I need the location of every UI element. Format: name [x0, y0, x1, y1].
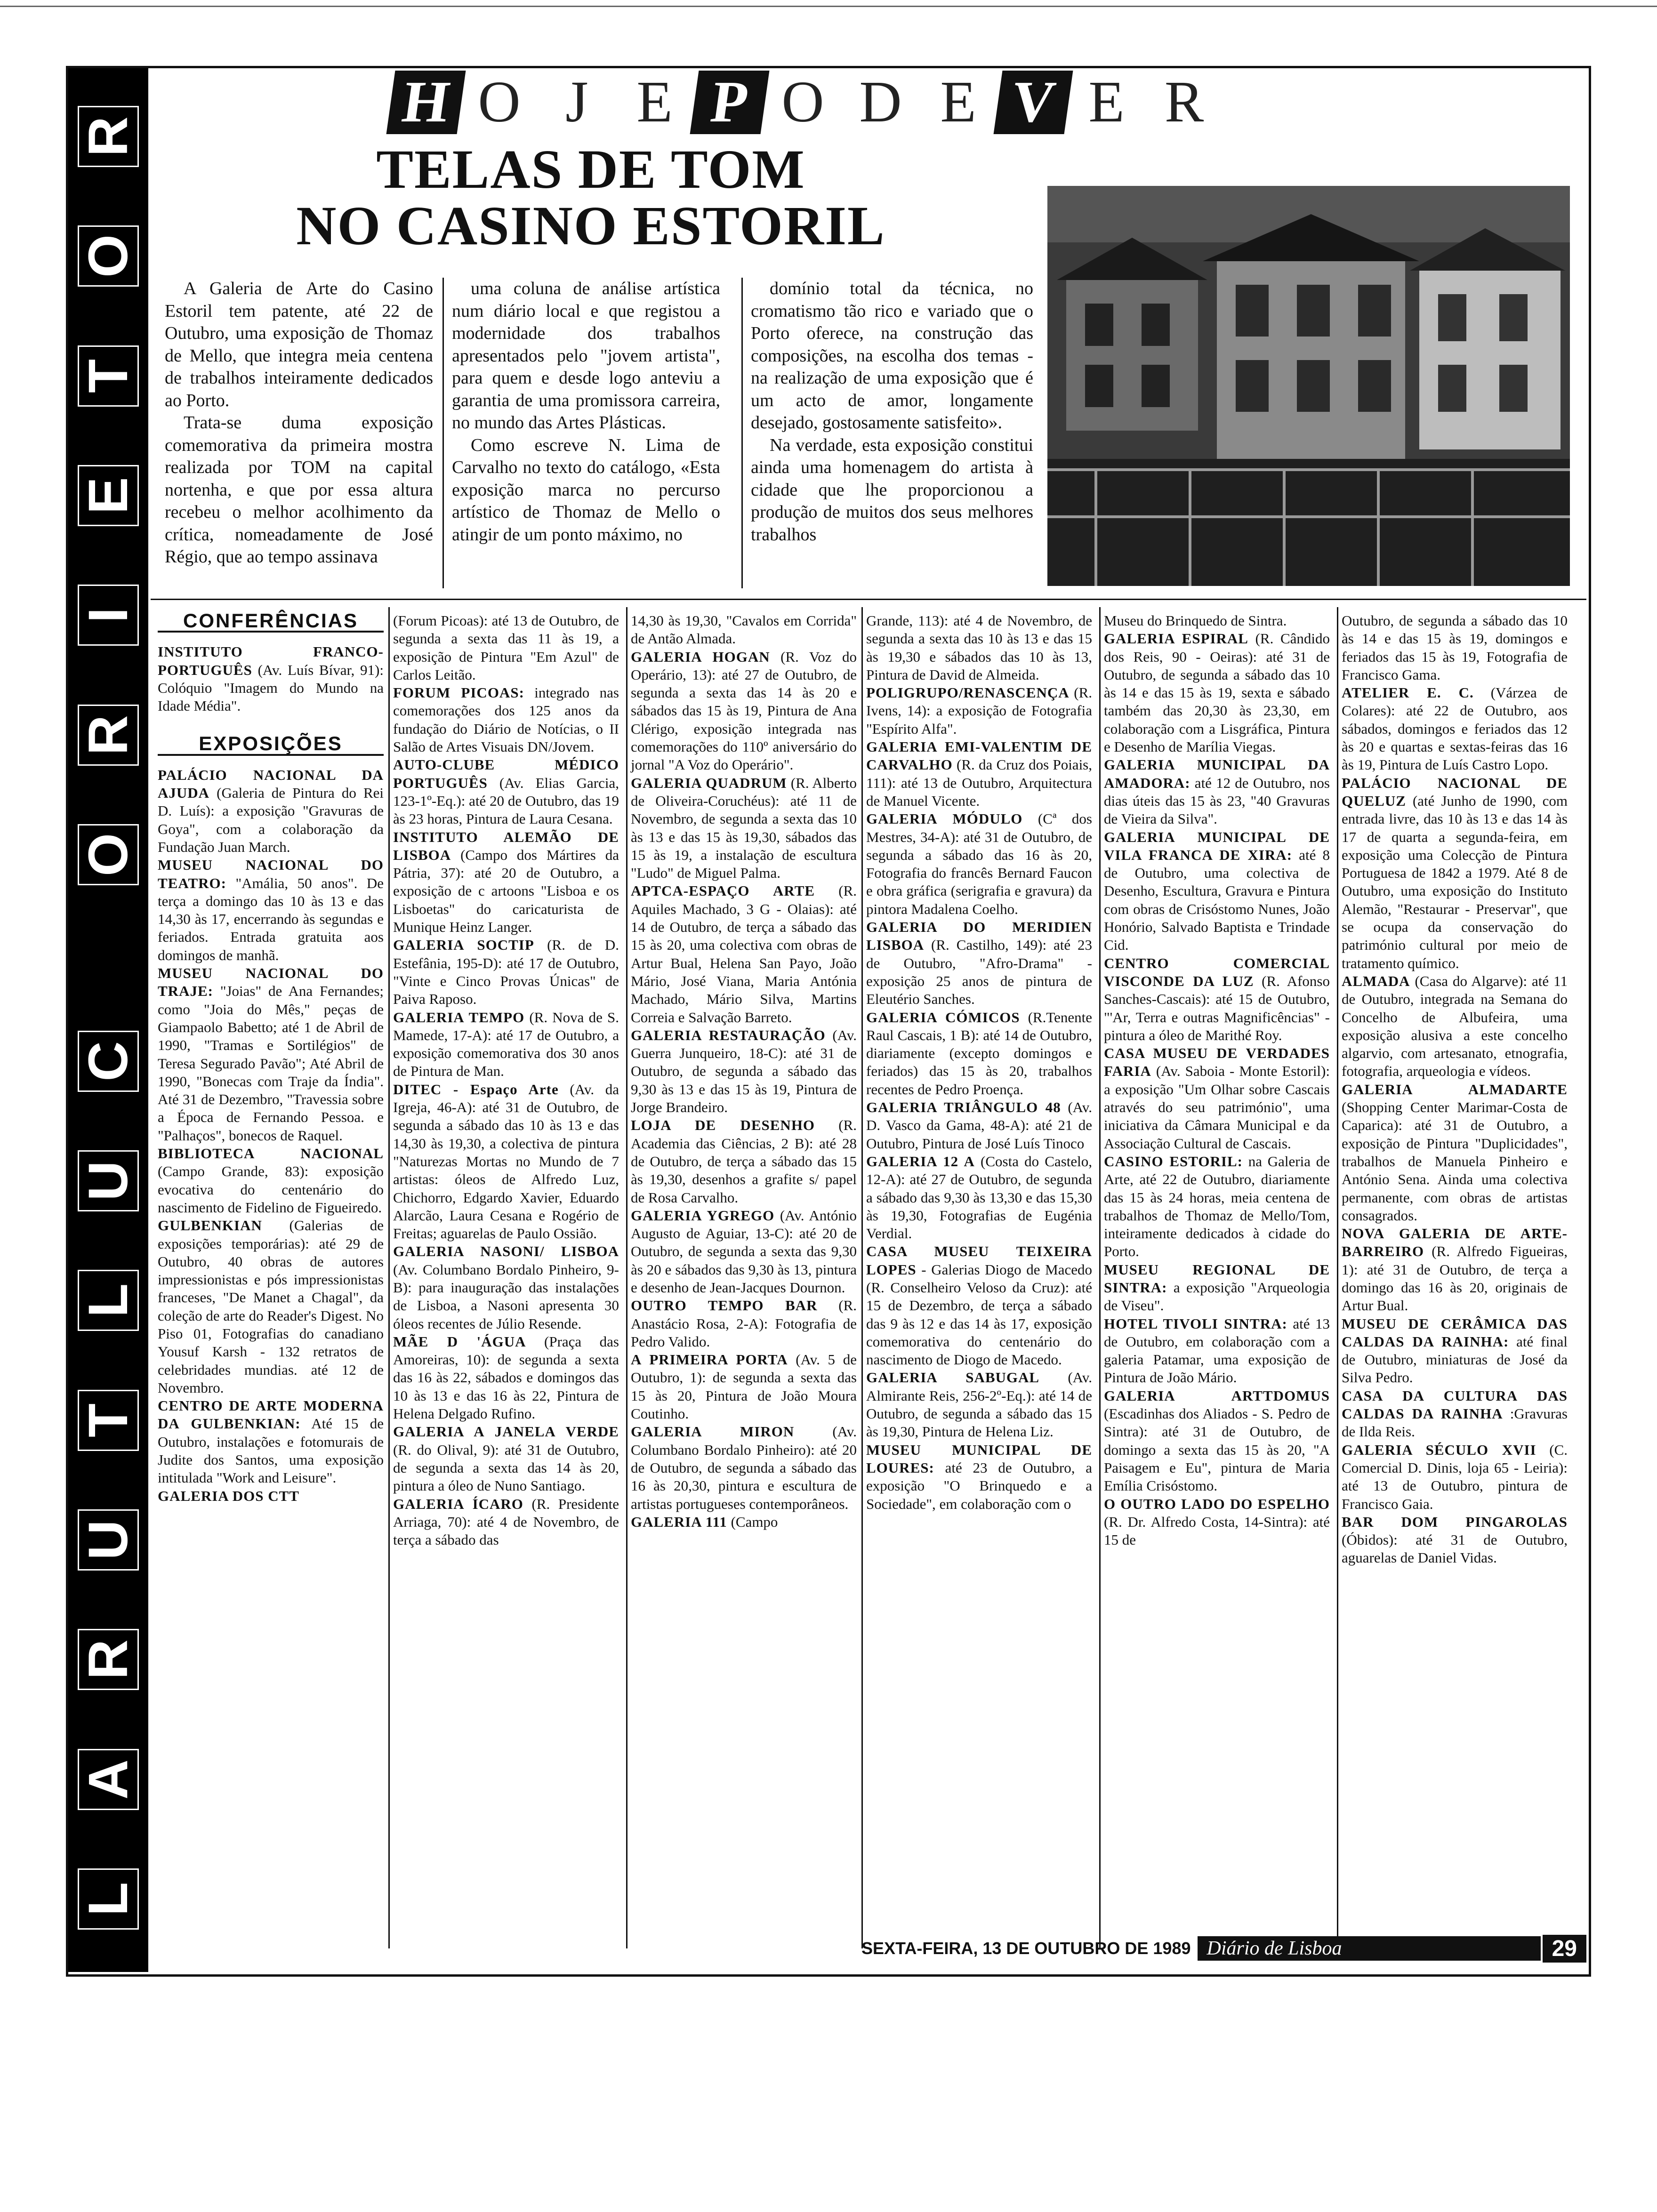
venue-name: GULBENKIAN — [158, 1217, 262, 1234]
venue-details: (Várzea de Colares): até 22 de Outubro, aos sábados, domingos e feriados das 12 às 20 e quartas e sextas-feiras das 16 às 19, Pintura de Luís Castro Lopo. — [1342, 684, 1568, 773]
venue-details: Museu do Brinquedo de Sintra. — [1104, 612, 1287, 629]
listing-entry — [1104, 954, 1330, 1044]
banner-letter: U — [78, 1150, 139, 1211]
column-divider — [1099, 607, 1101, 1948]
venue-name: CASA MUSEU TEIXEIRA LOPES — [866, 1243, 1092, 1278]
banner-letter: O — [78, 225, 139, 287]
venue-name: AUTO-CLUBE MÉDICO PORTUGUÊS — [393, 756, 619, 791]
listing-entry — [631, 1026, 857, 1116]
venue-details: (R. do Olival, 9): até 31 de Outubro, de segunda a sexta das 14 às 20, pintura a óleo de Nuno Santiago. — [393, 1441, 619, 1494]
venue-details: até 12 de Outubro, nos dias úteis das 15 às 23, "40 Gravuras de Vieira da Silva". — [1104, 774, 1330, 827]
listing-entry — [1104, 630, 1330, 756]
venue-details: Grande, 113): até 4 de Novembro, de segunda a sexta das 10 às 13 e das 15 às 19,30 e sábados das 10 às 13, Pintura de David de Almeida. — [866, 612, 1092, 683]
venue-details: (C. Comercial D. Dinis, loja 65 - Leiria): até 13 de Outubro, pintura de Francisco Gaia. — [1342, 1441, 1568, 1512]
venue-name: GALERIA TRIÂNGULO 48 — [866, 1099, 1061, 1116]
venue-details: (Av. D. Vasco da Gama, 48-A): até 21 de Outubro, Pintura de José Luís Tinoco — [866, 1099, 1092, 1152]
title-line-2: NO CASINO ESTORIL — [296, 195, 885, 256]
venue-name: FORUM PICOAS: — [393, 684, 524, 701]
column-divider — [1337, 607, 1338, 1948]
porto-houses-illustration — [1047, 186, 1570, 586]
venue-details: (Av. Guerra Junqueiro, 18-C): até 31 de Outubro, de segunda a sábado das 9,30 às 13 e das 15 às 19, Pintura de Jorge Brandeiro. — [631, 1026, 857, 1116]
venue-details: (Campo — [727, 1513, 778, 1530]
listing-entry — [1342, 972, 1568, 1081]
venue-details: na Galeria de Arte, até 22 de Outubro, diariamente das 15 às 24 horas, meia centena de trabalhos de Thomaz de Mello/Tom, inteiramente dedicados à cidade do Porto. — [1104, 1153, 1330, 1260]
listing-entry — [631, 774, 857, 882]
venue-name: GALERIA 111 — [631, 1513, 727, 1530]
venue-name: BAR DOM PINGAROLAS — [1342, 1513, 1568, 1530]
venue-details: (Av. Columbano Bordalo Pinheiro, 9-B): para inauguração das instalações de Lisboa, a Nasoni apresenta 30 óleos recentes de Júlio Resende. — [393, 1261, 619, 1332]
article-paragraph: uma coluna de análise artística num diário local e que registou a modernidade dos trabalhos apresentados pelo "jovem artista", para quem e desde logo anteviu a garantia de uma promissora carreira, no mundo das Artes Plásticas. — [452, 279, 720, 433]
listing-column-3 — [631, 612, 857, 1531]
banner-letter: R — [78, 106, 139, 167]
listing-entry — [1342, 1225, 1568, 1314]
listing-entry — [1342, 1387, 1568, 1441]
venue-name: CASINO ESTORIL: — [1104, 1153, 1243, 1170]
venue-details: (R. da Cruz dos Poiais, 111): até 13 de Outubro, Arquitectura de Manuel Vicente. — [866, 756, 1092, 809]
masthead-letter: J — [565, 70, 590, 135]
listing-entry — [158, 1217, 384, 1397]
footer-date: SEXTA-FEIRA, 13 DE OUTUBRO DE 1989 — [861, 1939, 1191, 1958]
venue-name: GALERIA 12 A — [866, 1153, 975, 1170]
masthead-letter: E — [940, 70, 978, 135]
article-paragraph: Trata-se duma exposição comemorativa da primeira mostra realizada por TOM na capital nortenha, e que por essa altura recebeu o melhor acolhimento da crítica, nomeadamente de José Régio, que ao tempo assinava — [165, 413, 433, 567]
listing-entry — [1104, 756, 1330, 828]
venue-name: GALERIA QUADRUM — [631, 774, 787, 791]
listing-entry — [393, 1081, 619, 1243]
section-divider — [151, 599, 1586, 600]
venue-name: OUTRO TEMPO BAR — [631, 1297, 818, 1314]
listing-entry — [866, 1441, 1092, 1513]
masthead-letter: R — [1164, 70, 1206, 135]
listing-entry — [393, 1495, 619, 1549]
article-paragraph: A Galeria de Arte do Casino Estoril tem patente, até 22 de Outubro, uma exposição de Thomaz de Mello, que integra meia centena de trabalhos inteiramente dedicados ao Porto. — [165, 279, 433, 410]
venue-details: até 13 de Outubro, em colaboração com a galeria Patamar, uma exposição de Pintura de João Mário. — [1104, 1315, 1330, 1386]
venue-name: MÃE D 'ÁGUA — [393, 1333, 526, 1350]
venue-details: a exposição "Arqueologia de Viseu". — [1104, 1279, 1330, 1314]
venue-name: ALMADA — [1342, 972, 1410, 989]
side-banner — [68, 68, 148, 1972]
banner-letter: U — [78, 1509, 139, 1571]
banner-letter: R — [78, 1629, 139, 1690]
venue-details: :Gravuras de Ilda Reis. — [1342, 1405, 1568, 1440]
venue-details: (R. Alfredo Figueiras, 1): até 31 de Outubro, de terça a domingo das 16 às 20, originais de Artur Bual. — [1342, 1243, 1568, 1314]
article-column-2 — [452, 278, 720, 546]
venue-details: (Av. da Igreja, 46-A): até 31 de Outubro, de segunda a sábado das 10 às 13 e das 14,30 às 19,30, a colectiva de pintura "Naturezas Mortas no Mundo de 7 artistas: óleos de Alfredo Luz, Chichorro, Edgardo Xavier, Eduardo Alarcão, Laura Cesana e Rogério de Freitas; aguarelas de Paulo Ossião. — [393, 1081, 619, 1242]
listing-entry — [866, 1242, 1092, 1369]
venue-details: (Galeria de Pintura do Rei D. Luís): a exposição "Gravuras de Goya", com a colaboração da Fundação Juan March. — [158, 785, 384, 855]
venue-details: (Av. Elias Garcia, 123-1º-Eq.): até 20 de Outubro, das 19 às 23 horas, Pintura de Laura Cesana. — [393, 774, 619, 827]
listing-entry — [393, 936, 619, 1008]
venue-details: (Av. Columbano Bordalo Pinheiro): até 20 de Outubro, de segunda a sábado das 16 às 20,30, pintura e escultura de artistas portugueses contemporâneos. — [631, 1423, 857, 1512]
venue-details: até 23 de Outubro, a exposição "O Brinquedo e a Sociedade", em colaboração com o — [866, 1459, 1092, 1512]
venue-name: PALÁCIO NACIONAL DA AJUDA — [158, 766, 384, 801]
venue-details: 14,30 às 19,30, "Cavalos em Corrida" de Antão Almada. — [631, 612, 857, 647]
venue-details: (Casa do Algarve): até 11 de Outubro, integrada na Semana do Concelho de Albufeira, uma exposição alusiva a este concelho algarvio, com artesanato, etnografia, fotografia, arqueologia e vídeos. — [1342, 972, 1568, 1080]
venue-name: O OUTRO LADO DO ESPELHO — [1104, 1495, 1330, 1512]
venue-details: (R.Tenente Raul Cascais, 1 B): até 14 de Outubro, diariamente (excepto domingos e feriados) das 15 às 20, trabalhos recentes de Pedro Proença. — [866, 1009, 1092, 1098]
title-line-1: TELAS DE TOM — [376, 138, 805, 200]
exposicoes-heading: EXPOSIÇÕES — [158, 735, 384, 755]
listing-entry — [866, 918, 1092, 1008]
listing-entry — [158, 1145, 384, 1217]
listing-entry — [393, 1242, 619, 1332]
venue-name: GALERIA MUNICIPAL DA AMADORA: — [1104, 756, 1330, 791]
listing-entry — [393, 828, 619, 937]
page-footer — [861, 1934, 1586, 1963]
venue-name: MUSEU NACIONAL DO TRAJE: — [158, 965, 384, 1000]
venue-details: (Av. 5 de Outubro, 1): de segunda a sexta das 15 às 20, Pintura de João Moura Coutinho. — [631, 1351, 857, 1422]
listing-entry — [631, 1351, 857, 1423]
listing-entry — [1342, 684, 1568, 774]
top-rule — [0, 0, 1657, 7]
venue-details: "Amália, 50 anos". De terça a domingo das 10 às 13 e das 14,30 às 17, encerrando às segundas e feriados. Entrada gratuita aos domingos de manhã. — [158, 874, 384, 963]
venue-name: GALERIA EMI-VALENTIM DE CARVALHO — [866, 738, 1092, 773]
article-column-1 — [165, 278, 433, 569]
listing-entry — [1104, 1387, 1330, 1495]
listing-entry — [1104, 1261, 1330, 1315]
masthead-letter: D — [859, 70, 904, 135]
listing-entry — [393, 756, 619, 828]
venue-details: (R. Ivens, 14): a exposição de Fotografia "Espírito Alfa". — [866, 684, 1092, 737]
listing-entry — [631, 612, 857, 648]
listing-entry — [393, 1423, 619, 1495]
venue-name: MUSEU REGIONAL DE SINTRA: — [1104, 1261, 1330, 1296]
column-divider — [388, 607, 390, 1948]
listing-entry — [866, 1369, 1092, 1441]
column-divider — [442, 278, 444, 588]
listing-entry — [866, 1098, 1092, 1153]
venue-name: NOVA GALERIA DE ARTE-BARREIRO — [1342, 1225, 1568, 1260]
article-photo — [1047, 186, 1570, 586]
listing-entry — [866, 738, 1092, 810]
listing-entry — [866, 684, 1092, 738]
listing-entry — [158, 964, 384, 1145]
venue-name: GALERIA NASONI/ LISBOA — [393, 1243, 619, 1260]
listing-entry — [866, 810, 1092, 918]
listing-entry — [158, 1487, 384, 1505]
venue-details: até final de Outubro, miniaturas de José da Silva Pedro. — [1342, 1333, 1568, 1386]
listing-entry — [393, 1333, 619, 1423]
venue-name: APTCA-ESPAÇO ARTE — [631, 882, 815, 899]
banner-letter: L — [78, 1270, 139, 1331]
venue-details: (R. Afonso Sanches-Cascais): até 15 de Outubro, "'Ar, Terra e outras Magnificências" - pintura a óleo de Marithé Roy. — [1104, 972, 1330, 1043]
listing-entry — [631, 882, 857, 1026]
article-title — [155, 138, 1026, 256]
venue-name: CENTRO DE ARTE MODERNA DA GULBENKIAN: — [158, 1397, 384, 1432]
column-divider — [626, 607, 627, 1948]
venue-name: GALERIA SABUGAL — [866, 1369, 1040, 1386]
venue-details: (Av. António Augusto de Aguiar, 13-C): até 20 de Outubro, de segunda a sexta das 9,30 às 20 e sábados das 9,30 às 13, pintura e desenho de Jean-Jacques Dournon. — [631, 1207, 857, 1296]
venue-name: INSTITUTO ALEMÃO DE LISBOA — [393, 828, 619, 863]
venue-name: INSTITUTO FRANCO-PORTUGUÊS — [158, 643, 384, 678]
masthead-letter: H — [386, 71, 466, 134]
listing-entry — [1104, 612, 1330, 630]
venue-name: GALERIA SÉCULO XVII — [1342, 1441, 1536, 1458]
page-number: 29 — [1543, 1935, 1586, 1963]
listing-column-2 — [393, 612, 619, 1549]
venue-details: (até Junho de 1990, com entrada livre, das 10 às 13 e das 14 às 17 de quarta a segunda-feira, em exposição uma Colecção de Pintura Portuguesa de 1842 a 1979. Até 8 de Outubro, uma exposição do Instituto Alemão, "Restaurar - Preservar", que se ocupa da conservação do património cultural por meio de tratamento químico. — [1342, 792, 1568, 971]
venue-details: integrado nas comemorações dos 125 anos da fundação do Diário de Notícias, o II Salão de Artes Visuais DN/Jovem. — [393, 684, 619, 755]
venue-name: CASA MUSEU DE VERDADES FARIA — [1104, 1045, 1330, 1080]
listing-entry — [1104, 1153, 1330, 1261]
listing-entry — [1342, 1513, 1568, 1567]
listing-entry — [158, 1397, 384, 1487]
venue-details: (R. Cândido dos Reis, 90 - Oeiras): até 31 de Outubro, de segunda a sábado das 10 às 14 e das 15 às 19, sexta e sábado também das 20,30 às 23,30, em colaboração com a Lisgráfica, Pintura e Desenho de Marília Viegas. — [1104, 630, 1330, 755]
venue-name: GALERIA MUNICIPAL DE VILA FRANCA DE XIRA: — [1104, 828, 1330, 863]
listing-entry — [1104, 1315, 1330, 1387]
masthead-letter: E — [636, 70, 675, 135]
masthead-letter: O — [478, 70, 523, 135]
banner-letter — [94, 927, 122, 988]
listing-entry — [631, 1207, 857, 1297]
listing-entry — [1104, 1044, 1330, 1153]
venue-name: GALERIA DO MERIDIEN LISBOA — [866, 919, 1092, 954]
venue-details: (Av. Saboia - Monte Estoril): a exposição "Um Olhar sobre Cascais através do seu património", uma iniciativa da Câmara Municipal e da Associação Cultural de Cascais. — [1104, 1063, 1330, 1152]
venue-name: A PRIMEIRA PORTA — [631, 1351, 788, 1368]
listing-entry — [631, 648, 857, 774]
banner-letter: T — [78, 1390, 139, 1451]
listing-entry — [1342, 1081, 1568, 1225]
listing-entry — [393, 1009, 619, 1081]
listing-entry — [158, 856, 384, 964]
listing-entry — [1342, 774, 1568, 972]
venue-details: (Forum Picoas): até 13 de Outubro, de segunda a sexta das 11 às 19, a exposição de Pintura "Em Azul" de Carlos Leitão. — [393, 612, 619, 683]
venue-details: (R. Anastácio Rosa, 2-A): Fotografia de Pedro Valido. — [631, 1297, 857, 1350]
venue-details: (R. Castilho, 149): até 23 de Outubro, "Afro-Drama" - exposição 25 anos de pintura de Eleutério Sanches. — [866, 937, 1092, 1008]
venue-details: até 8 de Outubro, uma colectiva de Desenho, Escultura, Gravura e Pintura com obras de Crisóstomo Nunes, João Honório, Salvado Baptista e Trindade Cid. — [1104, 846, 1330, 954]
column-divider — [741, 278, 743, 588]
listing-entry — [631, 1513, 857, 1531]
venue-name: MUSEU MUNICIPAL DE LOURES: — [866, 1441, 1092, 1476]
venue-name: CENTRO COMERCIAL VISCONDE DA LUZ — [1104, 954, 1330, 989]
venue-details: (Shopping Center Marimar-Costa de Caparica): até 31 de Outubro, a exposição de Pintura "Duplicidades", trabalhos de Manuela Pinheiro e António Sena. Ainda uma colectiva permanente, com obras de artistas consagrados. — [1342, 1099, 1568, 1224]
listing-entry — [1342, 1315, 1568, 1387]
venue-details: (Av. Luís Bívar, 91): Colóquio "Imagem do Mundo na Idade Média". — [158, 661, 384, 714]
venue-details: - Galerias Diogo de Macedo (R. Conselheiro Veloso da Cruz): até 15 de Dezembro, de terça a sábado das 9 às 12 e das 14 às 17, exposição comemorativa do centenário do nascimento de Diogo de Macedo. — [866, 1261, 1092, 1368]
listing-entry — [1342, 1441, 1568, 1513]
listing-column-5 — [1104, 612, 1330, 1549]
venue-details: (R. Aquiles Machado, 3 G - Olaias): até 14 de Outubro, de terça a sábado das 15 às 20, uma colectiva com obras de Artur Bual, Helena San Payo, João Mário, José Viana, Maria Antónia Machado, Mário Silva, Martins Correia e Salvação Barreto. — [631, 882, 857, 1026]
masthead-letter: V — [994, 71, 1073, 134]
venue-name: POLIGRUPO/RENASCENÇA — [866, 684, 1070, 701]
venue-details: (R. Academia das Ciências, 2 B): até 28 de Outubro, de terça a sábado das 15 às 19,30, desenhos a grafite s/ papel de Rosa Carvalho. — [631, 1117, 857, 1206]
banner-letter: O — [78, 824, 139, 885]
listing-entry — [631, 1116, 857, 1206]
venue-name: CASA DA CULTURA DAS CALDAS DA RAINHA — [1342, 1387, 1568, 1422]
banner-letter: R — [78, 705, 139, 766]
venue-name: GALERIA MÓDULO — [866, 810, 1023, 827]
masthead-letter: O — [781, 70, 826, 135]
banner-letter: C — [78, 1031, 139, 1092]
listing-entry — [631, 1297, 857, 1351]
article-paragraph: domínio total da técnica, no cromatismo tão rico e variado que o Porto oferece, na construção das composições, na escolha dos temas - na realização de uma exposição que é um acto de amor, longamente desejado, gostosamente satisfeito». — [751, 279, 1033, 433]
venue-name: PALÁCIO NACIONAL DE QUELUZ — [1342, 774, 1568, 809]
masthead-letter: P — [690, 71, 770, 134]
venue-name: MUSEU DE CERÂMICA DAS CALDAS DA RAINHA: — [1342, 1315, 1568, 1350]
venue-details: (Av. Almirante Reis, 256-2º-Eq.): até 14 de Outubro, de segunda a sábado das 15 às 19,30, Pintura de Helena Liz. — [866, 1369, 1092, 1440]
venue-details: (Galerias de exposições temporárias): até 29 de Outubro, 40 obras de autores impressionistas e pós impressionistas franceses, "De Manet a Chagal", da coleção de arte do Reader's Digest. No Piso 01, Fotografias do canadiano Yousuf Karsh - 132 retratos de celebridades mundias. até 12 de Novembro. — [158, 1217, 384, 1396]
venue-name: BIBLIOTECA NACIONAL — [158, 1145, 384, 1162]
venue-name: GALERIA DOS CTT — [158, 1487, 299, 1504]
venue-name: GALERIA ARTTDOMUS — [1104, 1387, 1330, 1404]
venue-name: GALERIA RESTAURAÇÃO — [631, 1026, 826, 1043]
banner-letter: I — [78, 585, 139, 646]
venue-details: (R. Alberto de Oliveira-Coruchéus): até 11 de Novembro, de segunda a sexta das 10 às 13 e das 15 às 19,30, sábados das 15 às 19, a instalação de escultura "Ludo" de Miguel Palma. — [631, 774, 857, 882]
venue-name: GALERIA TEMPO — [393, 1009, 525, 1026]
venue-details: (Praça das Amoreiras, 10): de segunda a sexta das 16 às 22, sábados e domingos das 10 às 13 e das 16 às 22, Pintura de Helena Delgado Rufino. — [393, 1333, 619, 1422]
venue-name: GALERIA ESPIRAL — [1104, 630, 1248, 647]
listing-entry — [631, 1423, 857, 1513]
article-column-3 — [751, 278, 1033, 546]
venue-details: Até 15 de Outubro, instalações e fotomurais de Judite dos Santos, uma exposição intitulada "Work and Leisure". — [158, 1415, 384, 1486]
banner-letter: A — [78, 1749, 139, 1810]
listing-entry — [1104, 1495, 1330, 1549]
listing-entry — [393, 612, 619, 684]
listing-column-4 — [866, 612, 1092, 1513]
masthead — [391, 71, 1379, 141]
venue-details: (R. Nova de S. Mamede, 17-A): até 17 de Outubro, a exposição comemorativa dos 30 anos de Pintura de Man. — [393, 1009, 619, 1080]
venue-details: (Campo Grande, 83): exposição evocativa do centenário do nascimento de Fidelino de Figueiredo. — [158, 1163, 384, 1216]
banner-letter: T — [78, 345, 139, 407]
listing-entry — [1104, 828, 1330, 954]
banner-letter: L — [78, 1868, 139, 1930]
venue-name: GALERIA A JANELA VERDE — [393, 1423, 619, 1440]
listing-entry — [158, 643, 384, 715]
venue-name: GALERIA MIRON — [631, 1423, 795, 1440]
banner-letter: E — [78, 465, 139, 526]
listing-entry — [1342, 612, 1568, 684]
article-paragraph: Como escreve N. Lima de Carvalho no texto do catálogo, «Esta exposição marca no percurso artístico de Thomaz de Mello o atingir de um ponto máximo, no — [452, 435, 720, 545]
venue-details: Outubro, de segunda a sábado das 10 às 14 e das 15 às 19, domingos e feriados das 15 às 19, Fotografia de Francisco Gama. — [1342, 612, 1568, 683]
article-paragraph: Na verdade, esta exposição constitui ainda uma homenagem do artista à cidade que lhe proporcionou a produção de muitos dos seus melhores trabalhos — [751, 435, 1033, 545]
venue-details: (Escadinhas dos Aliados - S. Pedro de Sintra): até 31 de Outubro, de domingo a sexta das 15 às 20, "A Paisagem e Eu", pintura de Maria Emília Crisóstomo. — [1104, 1405, 1330, 1494]
venue-details: (R. de D. Estefânia, 195-D): até 17 de Outubro, "Vinte e Cinco Provas Únicas" de Paiva Raposo. — [393, 937, 619, 1008]
venue-name: HOTEL TIVOLI SINTRA: — [1104, 1315, 1287, 1332]
column-divider — [861, 607, 863, 1948]
venue-details: (R. Voz do Operário, 13): até 27 de Outubro, de segunda a sexta das 14 às 20 e sábados das 15 às 19, Pintura de Ana Clérigo, exposição integrada nas comemorações do 110º aniversário do jornal "A Voz do Operário". — [631, 648, 857, 773]
venue-details: (R. Dr. Alfredo Costa, 14-Sintra): até 15 de — [1104, 1513, 1330, 1548]
venue-name: GALERIA ÍCARO — [393, 1495, 523, 1512]
newspaper-name: Diário de Lisboa — [1198, 1936, 1541, 1961]
venue-name: DITEC - Espaço Arte — [393, 1081, 559, 1098]
listing-entry — [866, 612, 1092, 684]
venue-name: ATELIER E. C. — [1342, 684, 1474, 701]
listing-entry — [866, 1153, 1092, 1242]
venue-name: GALERIA ALMADARTE — [1342, 1081, 1568, 1098]
listing-column-1 — [158, 609, 384, 1505]
listing-entry — [393, 684, 619, 756]
venue-name: GALERIA HOGAN — [631, 648, 770, 665]
venue-details: (R. Presidente Arriaga, 70): até 4 de Novembro, de terça a sábado das — [393, 1495, 619, 1548]
venue-details: (Campo dos Mártires da Pátria, 37): até 20 de Outubro, a exposição de c artoons "Lisboa e os Lisboetas" do caricaturista de Munique Heinz Langer. — [393, 846, 619, 936]
masthead-letter: E — [1088, 70, 1126, 135]
venue-details: (Costa do Castelo, 12-A): até 27 de Outubro, de segunda a sábado das 9,30 às 13,30 e das 15,30 às 19,30, Fotografias de Eugénia Verdial. — [866, 1153, 1092, 1242]
conferencias-heading: CONFERÊNCIAS — [158, 612, 384, 633]
listing-entry — [866, 1009, 1092, 1098]
venue-details: (Óbidos): até 31 de Outubro, aguarelas de Daniel Vidas. — [1342, 1531, 1568, 1566]
venue-name: GALERIA CÓMICOS — [866, 1009, 1020, 1026]
listing-entry — [158, 766, 384, 856]
venue-name: LOJA DE DESENHO — [631, 1117, 815, 1134]
listing-column-6 — [1342, 612, 1568, 1567]
venue-details: "Joias" de Ana Fernandes; como "Joia do Mês," peças de Giampaolo Babetto; até 1 de Abril de 1990, "Tramas e Sortilégios" de Teresa Segurado Pavão"; Até Abril de 1990, "Bonecas com Traje da Índia". Até 31 de Dezembro, "Travessia sobre a Época de Fernando Pessoa. e "Palhaços", bonecos de Raquel. — [158, 983, 384, 1144]
venue-name: GALERIA SOCTIP — [393, 937, 534, 954]
venue-name: GALERIA YGREGO — [631, 1207, 775, 1224]
venue-name: MUSEU NACIONAL DO TEATRO: — [158, 857, 384, 891]
venue-details: (Cª dos Mestres, 34-A): até 31 de Outubro, de segunda a sábado das 16 às 20, Fotografia do francês Bernard Faucon e obra gráfica (serigrafia e gravura) da pintora Madalena Coelho. — [866, 810, 1092, 917]
